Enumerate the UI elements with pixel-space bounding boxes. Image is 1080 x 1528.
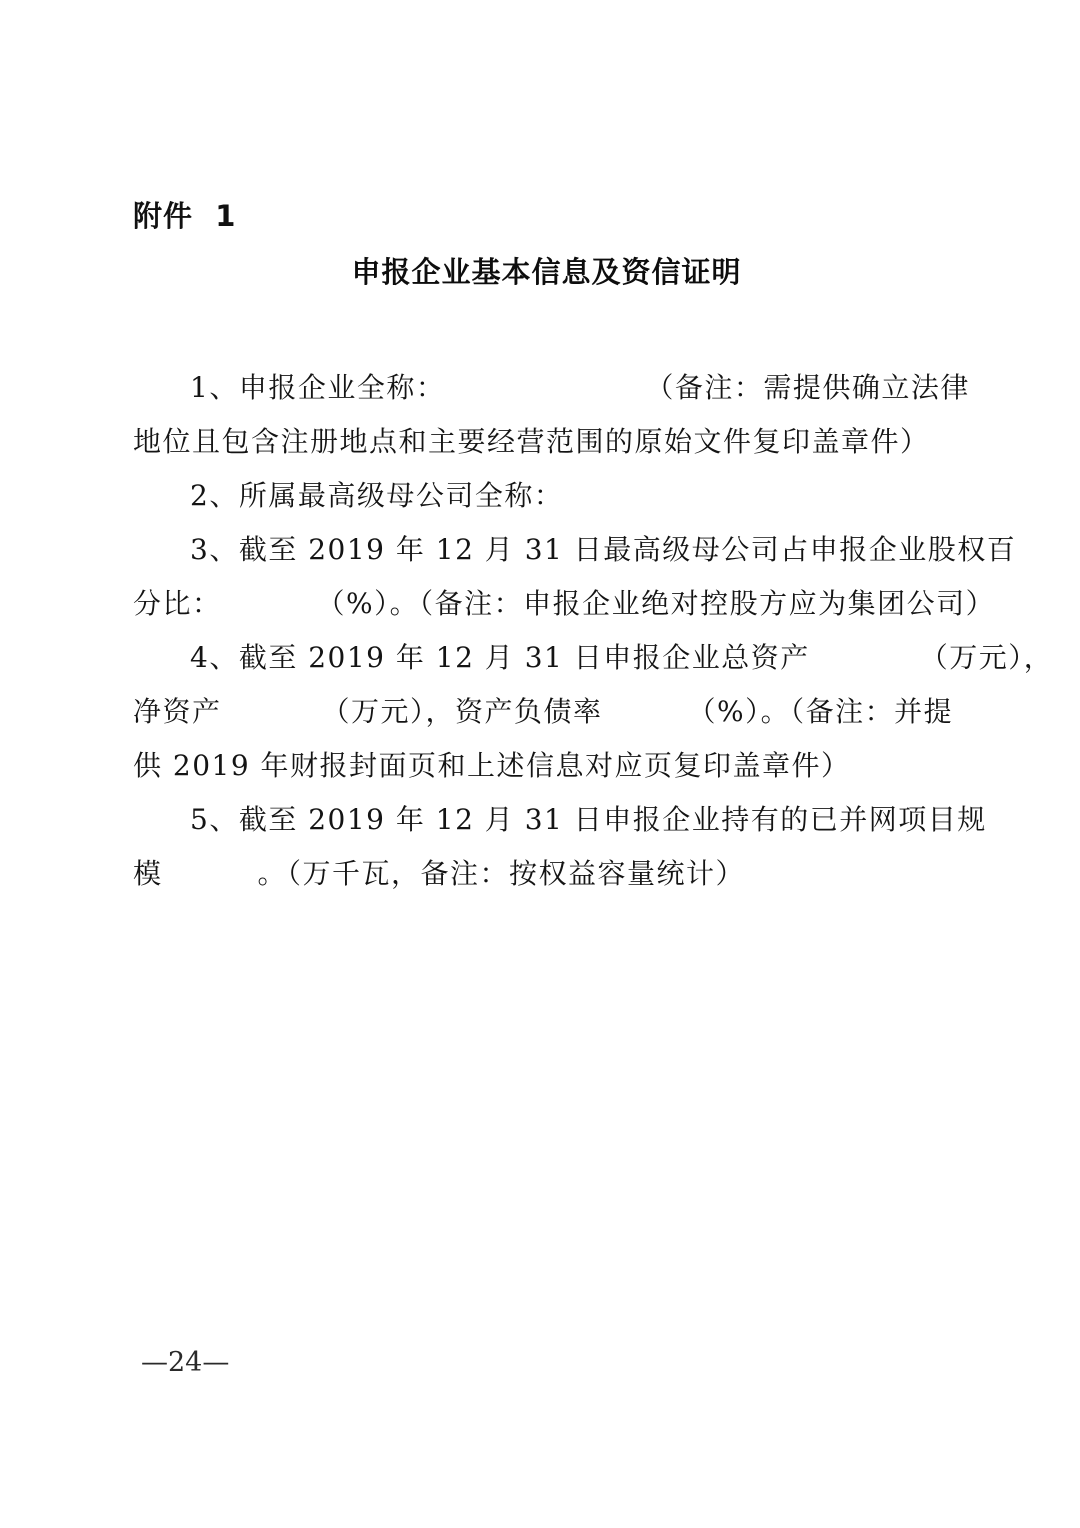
body-line-3 — [133, 469, 973, 523]
line-text: 3、截至 2019 年 12 月 31 日最高级母公司占申报企业股权百 — [190, 533, 1017, 566]
page-number: —24— — [141, 1347, 230, 1378]
attachment-label: 附件 1 — [133, 199, 237, 233]
fill-in-blank-net-assets — [222, 720, 322, 721]
line-text: 1、申报企业全称： — [190, 371, 446, 404]
body-line-7 — [133, 685, 973, 739]
line-text: 4、截至 2019 年 12 月 31 日申报企业总资产 — [190, 641, 810, 674]
page-title: 申报企业基本信息及资信证明 — [351, 255, 742, 289]
line-text: 地位且包含注册地点和主要经营范围的原始文件复印盖章件） — [133, 425, 930, 458]
line-text: 供 2019 年财报封面页和上述信息对应页复印盖章件） — [133, 749, 851, 782]
body-line-6 — [133, 631, 1054, 685]
line-text: 分比： — [133, 587, 222, 620]
line-text: （%）。（备注：申报企业绝对控股方应为集团公司） — [316, 587, 996, 620]
body-line-1 — [133, 361, 973, 415]
line-text: （备注：需提供确立法律 — [645, 371, 970, 404]
line-text: 。（万千瓦，备注：按权益容量统计） — [257, 857, 746, 890]
line-text: （%）。（备注：并提 — [687, 695, 954, 728]
document-body — [133, 361, 1054, 901]
body-line-9 — [133, 793, 987, 847]
line-text: （万元），资产负债率 — [321, 695, 603, 728]
line-text: 净资产 — [133, 695, 222, 728]
fill-in-blank-equity-percentage — [222, 612, 317, 613]
fill-in-blank-debt-ratio — [603, 720, 688, 721]
line-text: 5、截至 2019 年 12 月 31 日申报企业持有的已并网项目规 — [190, 803, 987, 836]
line-text: （万元）， — [919, 641, 1054, 674]
line-text: 2、所属最高级母公司全称： — [190, 479, 564, 512]
body-line-4 — [133, 523, 1017, 577]
fill-in-blank-grid-connected-capacity — [163, 882, 258, 883]
fill-in-blank-company-name — [445, 396, 645, 397]
body-line-10 — [133, 847, 973, 901]
body-line-2 — [133, 415, 973, 469]
body-line-8 — [133, 739, 973, 793]
fill-in-blank-total-assets — [810, 666, 920, 667]
line-text: 模 — [133, 857, 163, 890]
body-line-5 — [133, 577, 996, 631]
